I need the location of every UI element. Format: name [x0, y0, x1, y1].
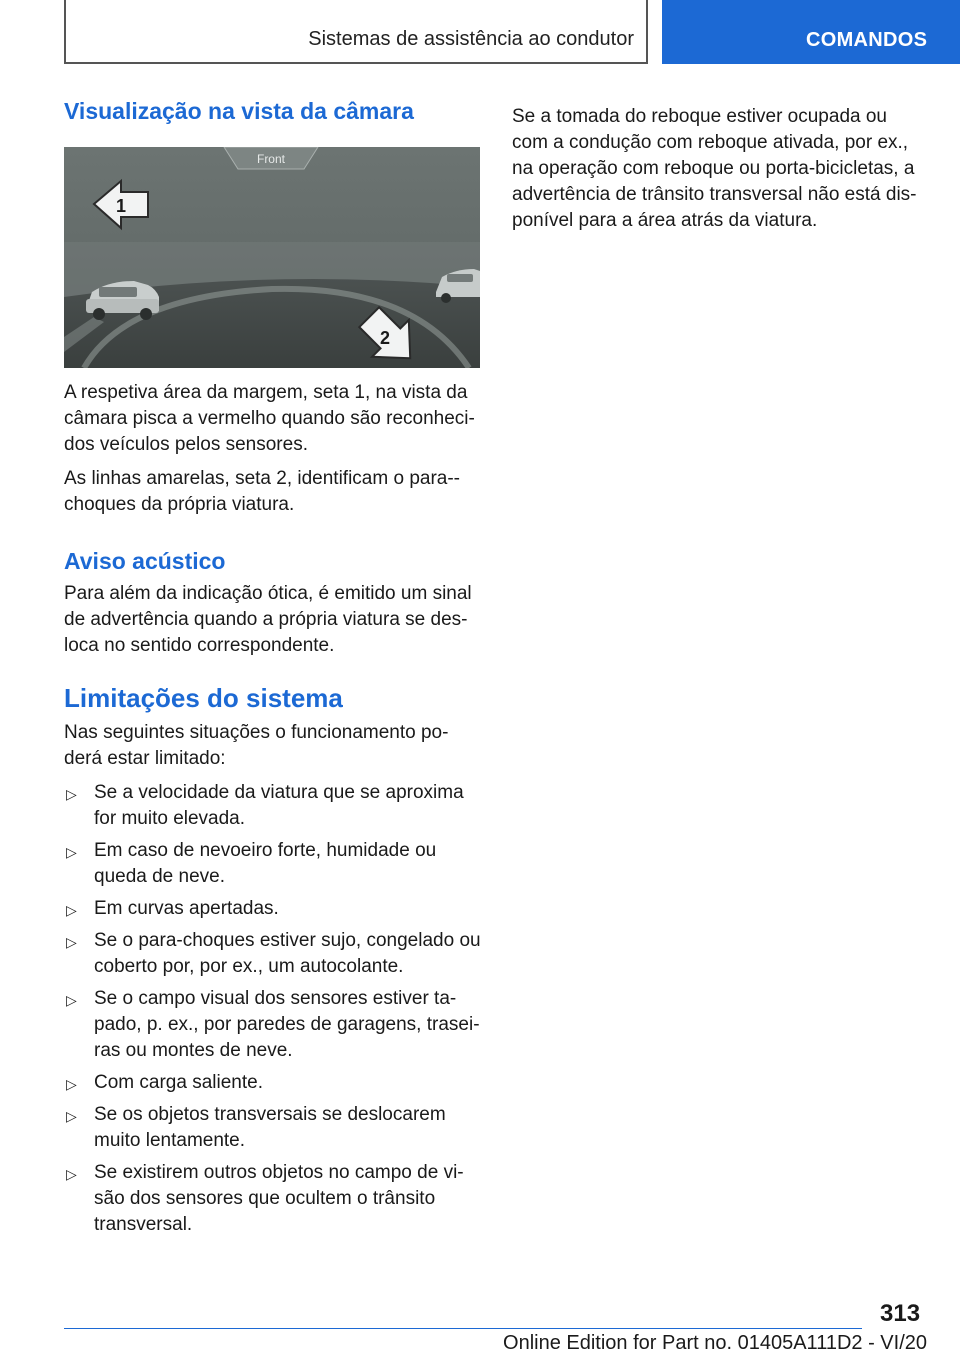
- system-limits-list: [64, 780, 484, 1238]
- list-item: [64, 780, 484, 832]
- list-item: [64, 1102, 484, 1154]
- arrow-1-label: 1: [115, 196, 127, 216]
- header-section-label: COMANDOS: [806, 29, 928, 51]
- camera-area-paragraph: A respetiva área da margem, seta 1, na vista da câmara pisca a vermelho quando são reconheci-dos veículos pelos sensores.: [64, 382, 475, 455]
- list-item: [64, 838, 484, 890]
- front-label: Front: [256, 152, 286, 166]
- list-item-text: Em curvas apertadas.: [94, 898, 279, 919]
- list-item-text: Se o para-choques estiver sujo, congelado ou coberto por, por ex., um autocolante.: [94, 930, 481, 977]
- bullet-triangle-icon: ▷: [66, 1166, 77, 1182]
- acoustic-warning-paragraph: Para além da indicação ótica, é emitido um sinal de advertência quando a própria viatura se des-loca no sentido correspondente.: [64, 583, 472, 656]
- page-number: 313: [880, 1300, 921, 1327]
- bullet-triangle-icon: ▷: [66, 1076, 77, 1092]
- list-item: [64, 928, 484, 980]
- bullet-triangle-icon: ▷: [66, 786, 77, 802]
- header-section-tab: [662, 0, 960, 64]
- list-item: [64, 986, 484, 1064]
- system-limits-intro: Nas seguintes situações o funcionamento po-derá estar limitado:: [64, 722, 449, 769]
- list-item-text: Se existirem outros objetos no campo de vi-são dos sensores que ocultem o trânsito transversal.: [94, 1162, 464, 1235]
- list-item: [64, 1160, 484, 1238]
- arrow-2-label: 2: [379, 328, 391, 348]
- footer-edition: Online Edition for Part no. 01405A111D2 - VI/20: [503, 1332, 927, 1354]
- acoustic-warning-heading: Aviso acústico: [64, 548, 226, 574]
- camera-view-illustration: [64, 147, 480, 368]
- bullet-triangle-icon: ▷: [66, 992, 77, 1008]
- trailer-socket-paragraph: Se a tomada do reboque estiver ocupada ou com a condução com reboque ativada, por ex., na operação com reboque ou porta-bicicletas, a advertência de trânsito transversal não está dis-ponível para a área atrás da viatura.: [512, 106, 917, 231]
- list-item: [64, 896, 484, 922]
- right-column: [512, 98, 922, 234]
- bullet-triangle-icon: ▷: [66, 902, 77, 918]
- list-item: [64, 1070, 484, 1096]
- bullet-triangle-icon: ▷: [66, 934, 77, 950]
- yellow-lines-paragraph: As linhas amarelas, seta 2, identificam o para--choques da própria viatura.: [64, 468, 461, 515]
- footer-divider: [64, 1328, 862, 1329]
- list-item-text: Se os objetos transversais se deslocarem muito lentamente.: [94, 1104, 446, 1151]
- system-limits-heading: Limitações do sistema: [64, 683, 343, 713]
- header-title: Sistemas de assistência ao condutor: [308, 28, 634, 50]
- list-item-text: Em caso de nevoeiro forte, humidade ou queda de neve.: [94, 840, 437, 887]
- list-item-text: Com carga saliente.: [94, 1072, 263, 1093]
- list-item-text: Se a velocidade da viatura que se aproxima for muito elevada.: [94, 782, 464, 829]
- left-column: [64, 98, 484, 1244]
- list-item-text: Se o campo visual dos sensores estiver ta-pado, p. ex., por paredes de garagens, trasei-ras ou montes de neve.: [94, 988, 480, 1061]
- camera-view-figure: [64, 147, 480, 368]
- bullet-triangle-icon: ▷: [66, 1108, 77, 1124]
- bullet-triangle-icon: ▷: [66, 844, 77, 860]
- camera-view-heading: Visualização na vista da câmara: [64, 98, 414, 124]
- header-title-box: [64, 0, 648, 64]
